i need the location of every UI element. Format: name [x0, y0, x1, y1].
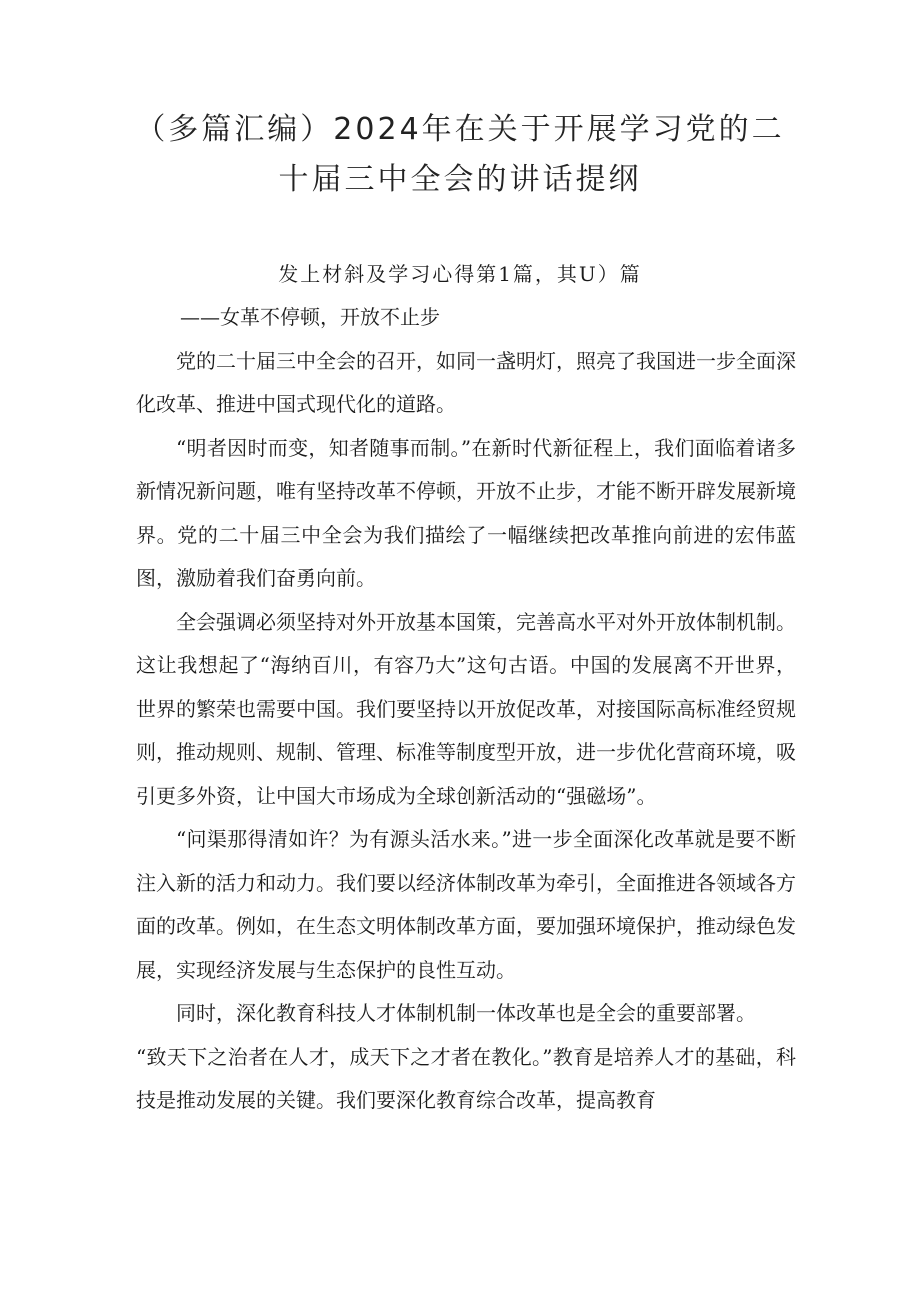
- body-paragraph: 全会强调必须坚持对外开放基本国策，完善高水平对外开放体制机制。这让我想起了“海纳百川，有容乃大”这句古语。中国的发展离不开世界，世界的繁荣也需要中国。我们要坚持以开放促改革，对接国际高标准经贸规则，推动规则、规制、管理、标准等制度型开放，进一步优化营商环境，吸引更多外资，让中国大市场成为全球创新活动的“强磁场”。: [136, 609, 796, 808]
- document-body: [136, 296, 796, 1123]
- body-paragraph: 同时，深化教育科技人才体制机制一体改革也是全会的重要部署。: [176, 1001, 756, 1025]
- body-paragraph: “明者因时而变，知者随事而制。”在新时代新征程上，我们面临着诸多新情况新问题，唯有坚持改革不停顿，开放不止步，才能不断开辟发展新境界。党的二十届三中全会为我们描绘了一幅继续把改革推向前进的宏伟蓝图，激励着我们奋勇向前。: [136, 435, 796, 590]
- body-paragraph: “问渠那得清如许？为有源头活水来。”进一步全面深化改革就是要不断注入新的活力和动力。我们要以经济体制改革为牵引，全面推进各领域各方面的改革。例如，在生态文明体制改革方面，要加强环境保护，推动绿色发展，实现经济发展与生态保护的良性互动。: [136, 827, 796, 982]
- body-paragraph: 党的二十届三中全会的召开，如同一盏明灯，照亮了我国进一步全面深化改革、推进中国式现代化的道路。: [136, 348, 796, 416]
- document-title-line-1: （多篇汇编）2024年在关于开展学习党的二: [135, 112, 785, 147]
- section-heading: ——女革不停顿，开放不止步: [180, 305, 440, 329]
- document-subtitle: 发上材斜及学习心得第1篇，其U）篇: [278, 262, 642, 286]
- body-paragraph: “致天下之治者在人才，成天下之才者在教化。”教育是培养人才的基础，科技是推动发展的关键。我们要深化教育综合改革，提高教育: [136, 1044, 796, 1112]
- document-title-line-2: 十届三中全会的讲话提纲: [278, 162, 642, 197]
